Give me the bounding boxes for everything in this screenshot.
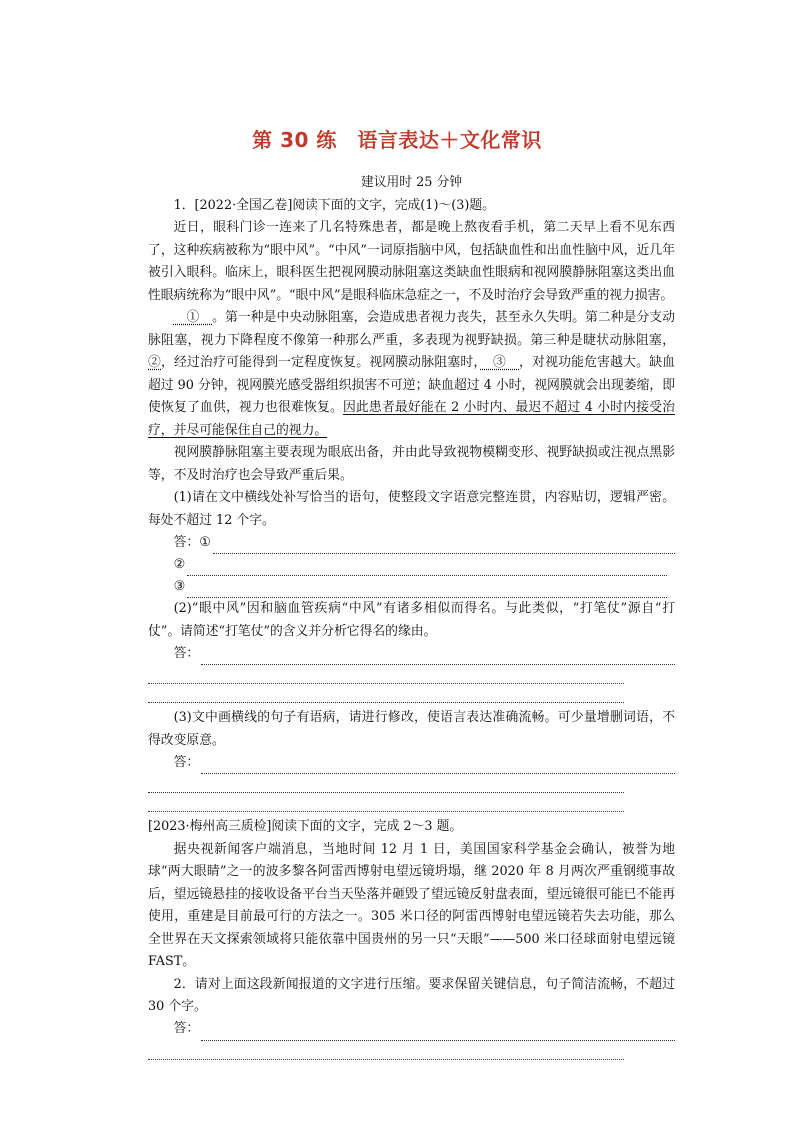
answer-line-sub3-1[interactable]	[201, 759, 675, 774]
answer-marker-1: ①	[199, 534, 211, 550]
answer-line-q2-1[interactable]	[201, 1026, 675, 1041]
suggested-time: 建议用时 25 分钟	[360, 175, 463, 190]
answer-label: 答：	[173, 1021, 200, 1036]
answer-line-sub2-1[interactable]	[201, 650, 675, 665]
answer-row-sub3	[148, 752, 675, 774]
q1-intro: 1．[2022·全国乙卷]阅读下面的文字，完成(1)～(3)题。	[173, 197, 495, 213]
q2-intro: [2023·梅州高三质检]阅读下面的文字，完成 2～3 题。	[148, 819, 463, 834]
q1-paragraph-1: 近日，眼科门诊一连来了几名特殊患者，都是晚上熬夜看手机，第二天早上看不见东西了，这种疾病被称为“眼中风”。“中风”一词原指脑中风，包括缺血性和出血性脑中风，近几年被引入眼科。临床上，眼科医生把视网膜动脉阻塞这类缺血性眼病和视网膜静脉阻塞这类出血性眼病统称为“眼中风”。“眼中风”是眼科临床急症之一，不及时治疗会导致严重的视力损害。	[148, 220, 675, 303]
answer-line-sub2-3[interactable]	[148, 688, 624, 703]
answer-line-sub3-2[interactable]	[148, 778, 624, 793]
answer-marker-3: ③	[173, 578, 186, 594]
answer-row-3	[148, 576, 675, 598]
blank-2: ②	[148, 355, 162, 370]
answer-label: 答：	[173, 645, 200, 661]
page-title: 第 30 练 语言表达＋文化常识	[252, 128, 542, 152]
answer-row-q2	[148, 1019, 675, 1041]
worksheet-content	[148, 172, 675, 1064]
blank-3: ③	[480, 355, 520, 370]
underlined-sentence: 因此患者最好能在 2 小时内、最迟不超过 4 小时内接受治疗，并尽可能保住自己的视力。	[148, 400, 675, 438]
answer-row-sub2	[148, 643, 675, 665]
answer-label: 答：	[173, 754, 200, 770]
sub-question-1: (1)请在文中横线处补写恰当的语句，使整段文字语意完整连贯，内容贴切，逻辑严密。每处不超过 12 个字。	[148, 490, 675, 528]
q1-paragraph-2-part-b: ，经过治疗可能得到一定程度恢复。视网膜动脉阻塞时，	[161, 355, 480, 370]
answer-line-sub2-2[interactable]	[148, 669, 624, 684]
answer-row-1	[148, 532, 675, 554]
answer-label: 答：	[173, 534, 200, 550]
question-2: 2．请对上面这段新闻报道的文字进行压缩。要求保留关键信息，句子简洁流畅，不超过 30 个字。	[148, 976, 675, 1014]
q1-paragraph-2-part-a: 。第一种是中央动脉阻塞，会造成患者视力丧失，甚至永久失明。第二种是分支动脉阻塞，视力下降程度不像第一种那么严重，多表现为视野缺损。第三种是睫状动脉阻塞，	[148, 310, 676, 348]
answer-line-2[interactable]	[187, 561, 667, 576]
answer-line-q2-2[interactable]	[148, 1045, 624, 1060]
answer-marker-2: ②	[173, 556, 186, 572]
answer-line-3[interactable]	[187, 583, 667, 598]
q1-paragraph-2-part-c: ，对视功能危害越大。缺血超过 90 分钟，视网膜光感受器组织损害不可逆；缺血超过 4 小时，视网膜就会出现萎缩，即使恢复了血供，视力也很难恢复。	[148, 355, 676, 415]
answer-line-1[interactable]	[213, 539, 675, 554]
answer-row-2	[148, 554, 675, 576]
q2-paragraph: 据央视新闻客户端消息，当地时间 12 月 1 日，美国国家科学基金会确认，被誉为地球“两大眼睛”之一的波多黎各阿雷西博射电望远镜坍塌，继 2020 年 8 月两次严重钢缆事故后，望远镜悬挂的接收设备平台当天坠落并砸毁了望远镜反射盘表面，望远镜很可能已不能再使用，重建是目前最可行的方法之一。305 米口径的阿雷西博射电望远镜若失去功能，那么全世界在天文探索领域将只能依靠中国贵州的另一只“天眼”——500 米口径球面射电望远镜 FAST。	[148, 841, 675, 969]
answer-line-sub3-3[interactable]	[148, 797, 624, 812]
blank-1: ①	[173, 310, 213, 325]
sub-question-3: (3)文中画横线的句子有语病，请进行修改，使语言表达准确流畅。可少量增删词语，不得改变原意。	[148, 710, 675, 748]
sub-question-2: (2)“眼中风”因和脑血管疾病“中风”有诸多相似而得名。与此类似，“打笔仗”源自“打仗”。请简述“打笔仗”的含义并分析它得名的缘由。	[148, 601, 675, 639]
q1-paragraph-3: 视网膜静脉阻塞主要表现为眼底出备，并由此导致视物模糊变形、视野缺损或注视点黑影等，不及时治疗也会导致严重后果。	[148, 445, 675, 483]
q1-paragraph-2	[148, 307, 675, 442]
